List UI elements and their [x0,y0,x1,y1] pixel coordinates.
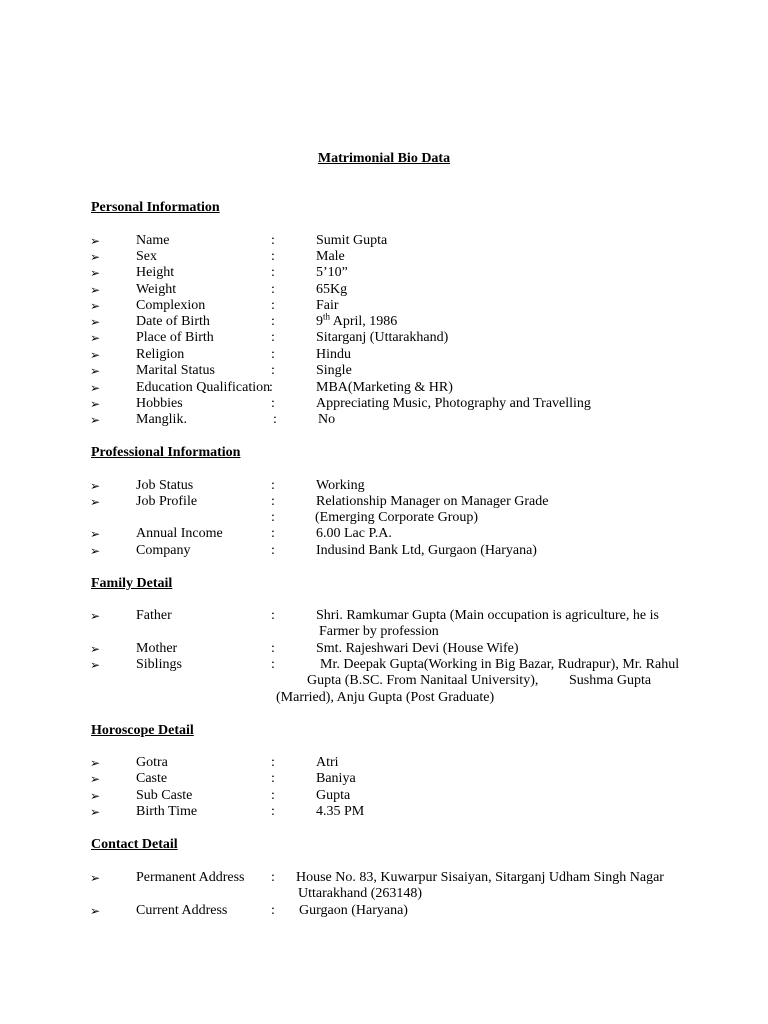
field-label: Gotra [136,755,168,770]
colon: : [271,771,275,786]
field-value: Appreciating Music, Photography and Travelling [316,396,591,411]
field-label: Sex [136,249,157,264]
field-value [316,311,398,330]
field-label: Place of Birth [136,330,214,345]
field-value: Gupta [316,788,351,803]
colon: : [271,314,275,329]
field-label: Education Qualification [136,380,271,395]
bullet-icon: ➢ [90,266,101,280]
colon: : [271,903,275,918]
colon: : [271,478,275,493]
field-value: 65Kg [316,282,348,297]
bullet-icon: ➢ [90,544,101,558]
colon: : [271,788,275,803]
field-value: House No. 83, Kuwarpur Sisaiyan, Sitarganj Udham Singh Nagar [296,870,664,885]
field-value: 6.00 Lac P.A. [316,526,392,541]
section-heading-family: Family Detail [91,576,173,591]
bullet-icon: ➢ [90,527,101,541]
bullet-icon: ➢ [90,756,101,770]
field-value: Gurgaon (Haryana) [299,903,408,918]
colon: : [271,233,275,248]
bullet-icon: ➢ [90,397,101,411]
dob-rest: April, 1986 [330,314,398,329]
field-label: Sub Caste [136,788,193,803]
bullet-icon: ➢ [90,495,101,509]
bullet-icon: ➢ [90,364,101,378]
bullet-icon: ➢ [90,299,101,313]
field-value-continued: (Emerging Corporate Group) [315,510,479,525]
colon: : [271,804,275,819]
field-value: Baniya [316,771,356,786]
colon: : [271,543,275,558]
field-value-continued: (Married), Anju Gupta (Post Graduate) [276,690,495,705]
field-label: Current Address [136,903,228,918]
field-value: Smt. Rajeshwari Devi (House Wife) [316,641,519,656]
bullet-icon: ➢ [90,381,101,395]
field-value: Sumit Gupta [316,233,388,248]
dob-day: 9 [316,314,323,329]
field-label: Manglik. [136,412,187,427]
field-label: Birth Time [136,804,198,819]
bullet-icon: ➢ [90,348,101,362]
field-value: Mr. Deepak Gupta(Working in Big Bazar, Rudrapur), Mr. Rahul [320,657,680,672]
bullet-icon: ➢ [90,250,101,264]
colon: : [271,510,275,525]
bullet-icon: ➢ [90,234,101,248]
field-value-continued: Farmer by profession [319,624,439,639]
section-heading-contact: Contact Detail [91,837,178,852]
bullet-icon: ➢ [90,315,101,329]
bullet-icon: ➢ [90,904,101,918]
colon: : [271,330,275,345]
colon: : [271,608,275,623]
field-label: Permanent Address [136,870,245,885]
colon: : [269,380,273,395]
bullet-icon: ➢ [90,772,101,786]
field-value: Hindu [316,347,351,362]
colon: : [271,494,275,509]
field-value: Relationship Manager on Manager Grade [316,494,549,509]
field-value: Fair [316,298,339,313]
colon: : [271,363,275,378]
colon: : [271,641,275,656]
dob-ordinal: th [323,311,331,322]
field-value: 5’10” [316,265,348,280]
section-heading-horoscope: Horoscope Detail [91,723,194,738]
field-value: Male [316,249,345,264]
section-heading-personal: Personal Information [91,200,220,215]
field-label: Complexion [136,298,206,313]
colon: : [271,870,275,885]
field-label: Religion [136,347,185,362]
colon: : [271,282,275,297]
section-heading-professional: Professional Information [91,445,241,460]
field-value: Atri [316,755,339,770]
bullet-icon: ➢ [90,413,101,427]
bullet-icon: ➢ [90,331,101,345]
field-value: Working [316,478,365,493]
field-label: Marital Status [136,363,215,378]
field-label: Annual Income [136,526,223,541]
colon: : [271,265,275,280]
field-value: Indusind Bank Ltd, Gurgaon (Haryana) [316,543,537,558]
colon: : [271,657,275,672]
field-label: Siblings [136,657,182,672]
field-value: No [318,412,336,427]
bullet-icon: ➢ [90,479,101,493]
field-label: Father [136,608,172,623]
colon: : [271,298,275,313]
bullet-icon: ➢ [90,805,101,819]
bullet-icon: ➢ [90,871,101,885]
colon: : [271,755,275,770]
field-value-continued: Gupta (B.SC. From Nanitaal University), [307,673,539,688]
bullet-icon: ➢ [90,283,101,297]
page-title: Matrimonial Bio Data [317,151,451,166]
field-value: Sitarganj (Uttarakhand) [316,330,449,345]
field-value-continued: Uttarakhand (263148) [298,886,423,901]
field-label: Company [136,543,191,558]
bullet-icon: ➢ [90,609,101,623]
field-label: Date of Birth [136,314,210,329]
field-label: Height [136,265,175,280]
colon: : [273,412,277,427]
colon: : [271,249,275,264]
colon: : [271,347,275,362]
field-label: Mother [136,641,178,656]
field-value: 4.35 PM [316,804,365,819]
field-label: Caste [136,771,168,786]
colon: : [271,526,275,541]
field-value: MBA(Marketing & HR) [316,380,453,395]
colon: : [271,396,275,411]
field-value: Shri. Ramkumar Gupta (Main occupation is agriculture, he is [316,608,659,623]
field-label: Name [136,233,170,248]
field-label: Weight [136,282,177,297]
field-label: Job Profile [136,494,198,509]
field-value-continued: Sushma Gupta [569,673,652,688]
field-value: Single [316,363,352,378]
bullet-icon: ➢ [90,789,101,803]
bullet-icon: ➢ [90,658,101,672]
bullet-icon: ➢ [90,642,101,656]
field-label: Hobbies [136,396,183,411]
field-label: Job Status [136,478,194,493]
